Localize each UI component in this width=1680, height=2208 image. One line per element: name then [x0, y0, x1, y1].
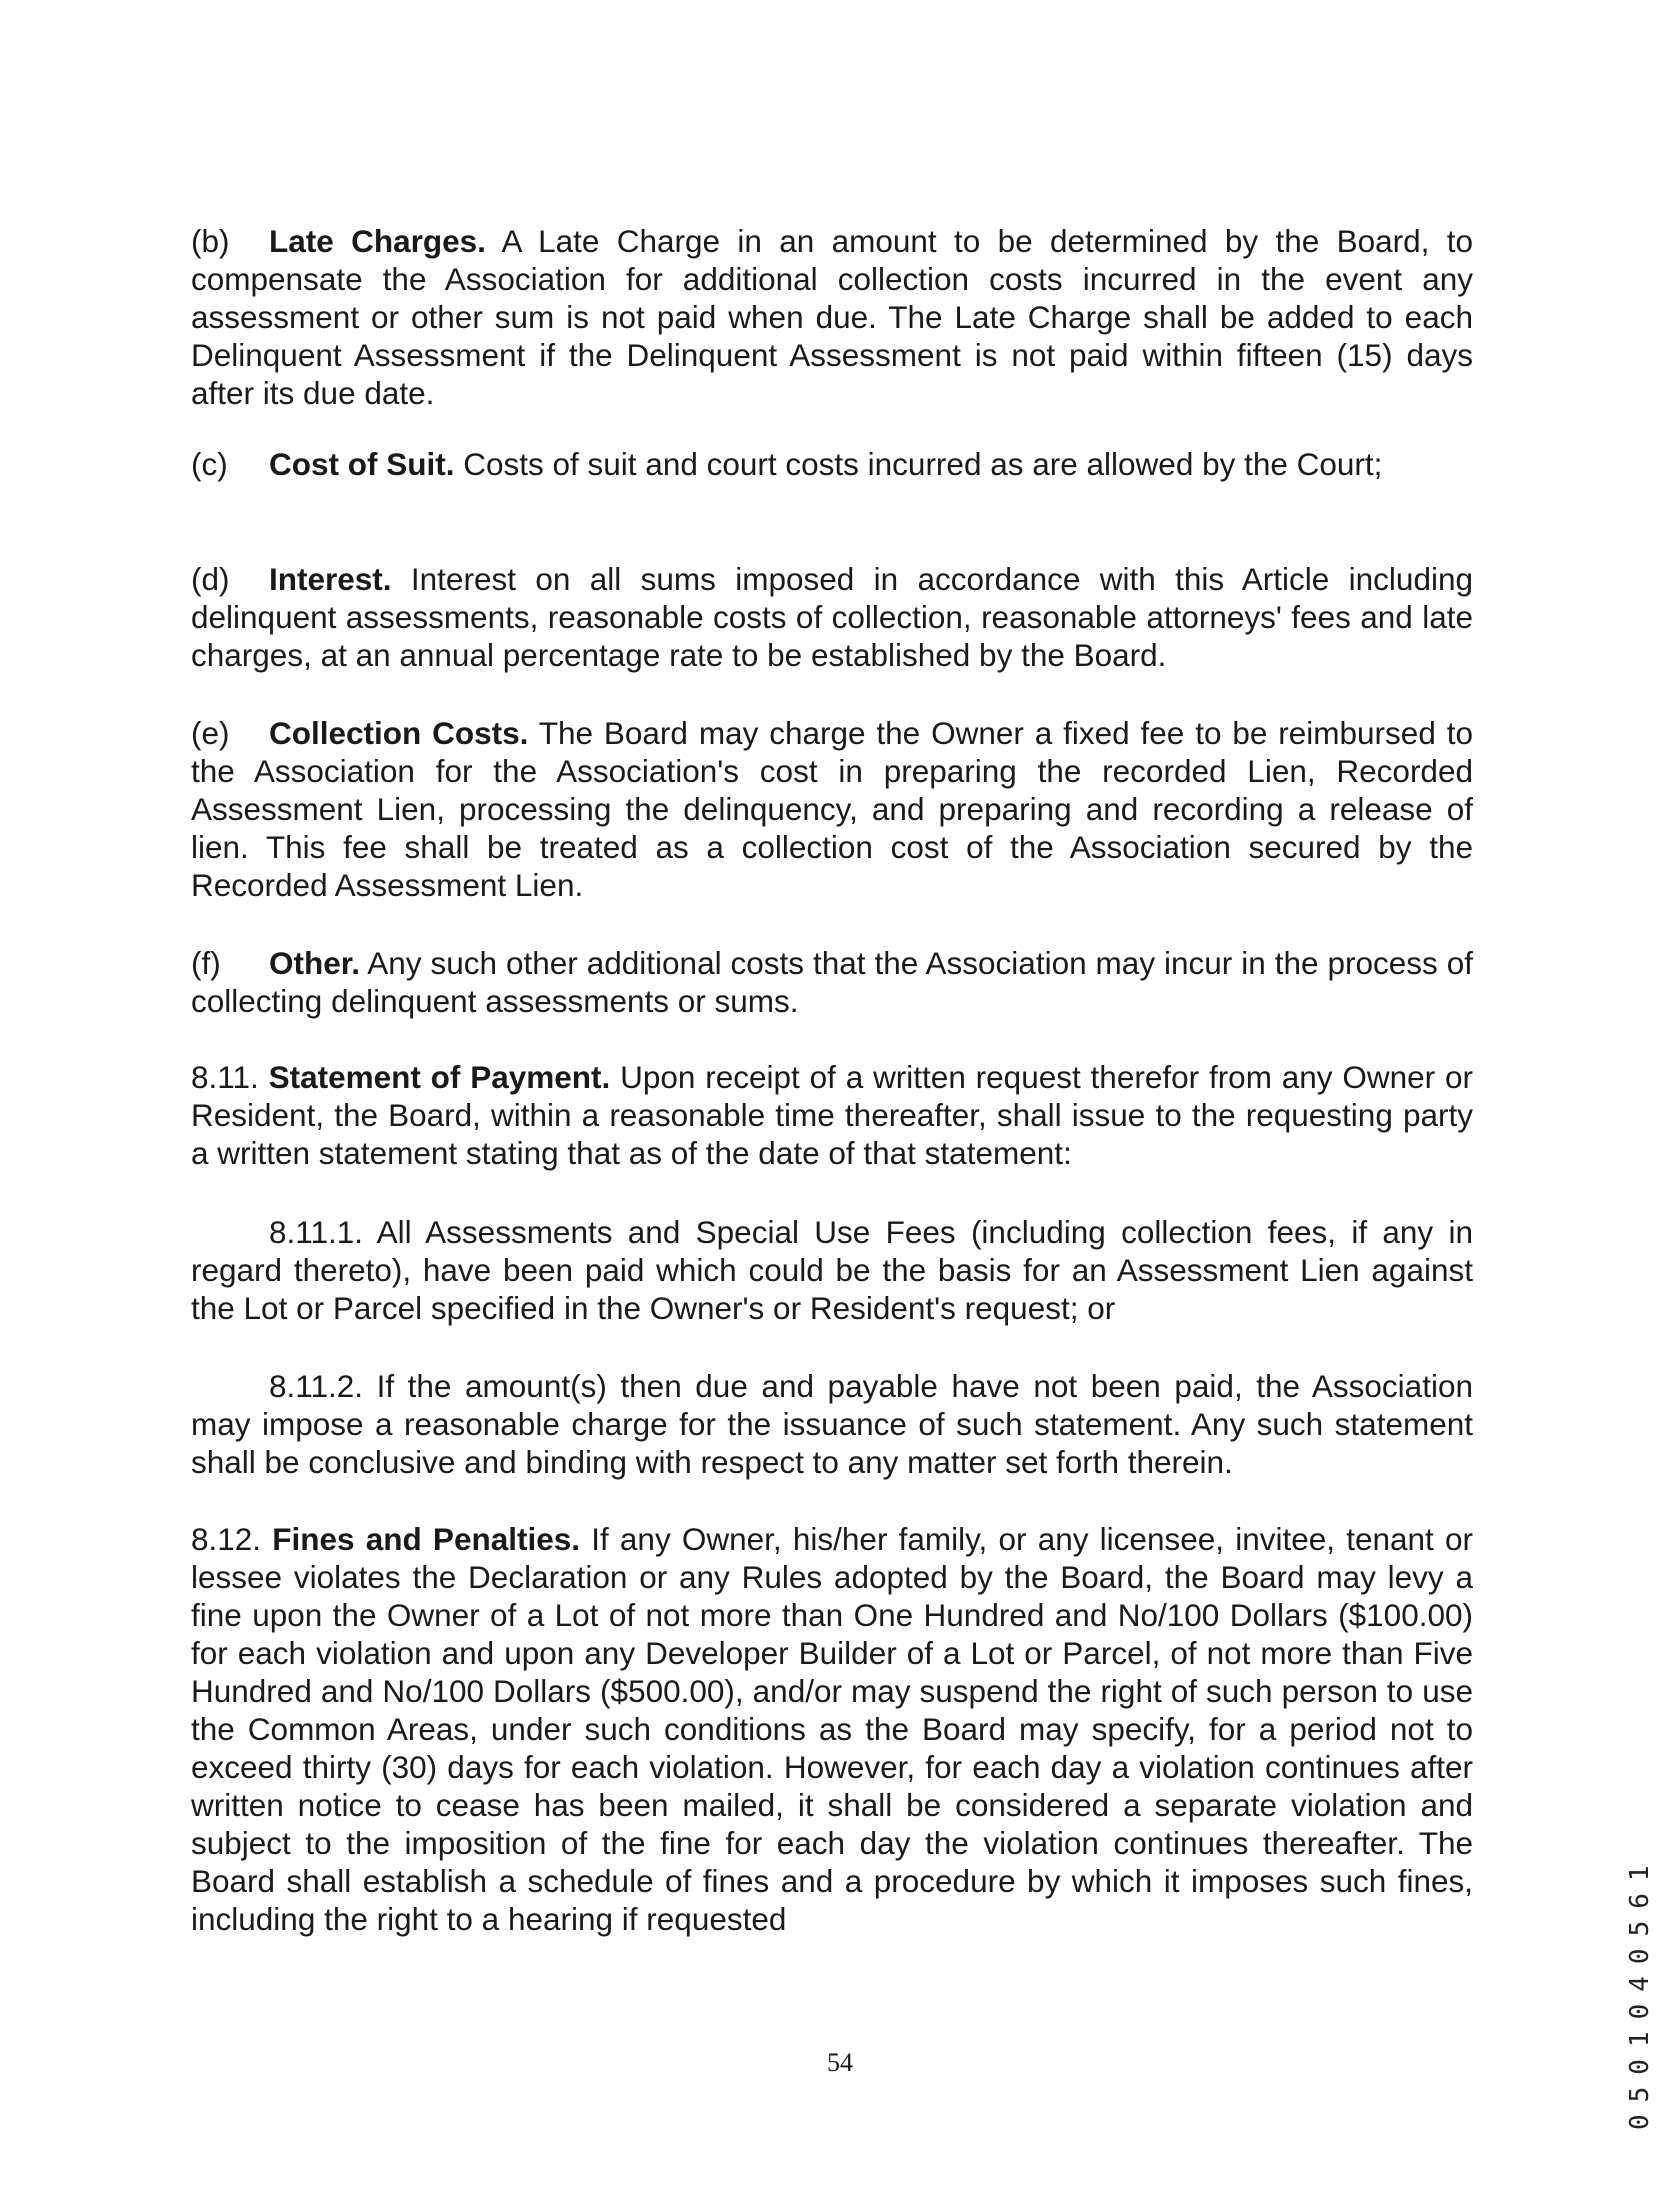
paragraph-other	[191, 944, 1473, 1020]
item-label: (e)	[191, 715, 230, 751]
section-number: 8.11.	[191, 1059, 269, 1095]
section-heading: Interest.	[269, 561, 392, 597]
section-8-11-statement-of-payment	[191, 1058, 1473, 1172]
item-label: (c)	[191, 446, 228, 482]
section-number: 8.11.2.	[269, 1368, 377, 1404]
paragraph-text: Upon receipt of a written request therefor from any Owner or Resident, the Board, within a reasonable time thereafter, shall issue to the requesting party a written statement stating that as of the date of that statement:	[191, 1059, 1473, 1171]
paragraph-text: If any Owner, his/her family, or any licensee, invitee, tenant or lessee violates the Declaration or any Rules adopted by the Board, the Board may levy a fine upon the Owner of a Lot of not more than One Hundred and No/100 Dollars ($100.00) for each violation and upon any Developer Builder of a Lot or Parcel, of not more than Five Hundred and No/100 Dollars ($500.00), and/or may suspend the right of such person to use the Common Areas, under such conditions as the Board may specify, for a period not to exceed thirty (30) days for each violation. However, for each day a violation continues after written notice to cease has been mailed, it shall be considered a separate violation and subject to the imposition of the fine for each day the violation continues thereafter. The Board shall establish a schedule of fines and a procedure by which it imposes such fines, including the right to a hearing if requested	[191, 1521, 1473, 1937]
section-heading: Statement of Payment.	[268, 1059, 611, 1095]
section-heading: Fines and Penalties.	[272, 1521, 581, 1557]
section-heading: Cost of Suit.	[269, 446, 455, 482]
paragraph-text: Costs of suit and court costs incurred as are allowed by the Court;	[454, 446, 1383, 482]
paragraph-late-charges	[191, 222, 1473, 412]
section-8-11-1	[191, 1213, 1473, 1327]
section-8-11-2	[191, 1367, 1473, 1481]
paragraph-interest	[191, 560, 1473, 674]
paragraph-text: All Assessments and Special Use Fees (including collection fees, if any in regard thereto), have been paid which could be the basis for an Assessment Lien against the Lot or Parcel specified in the Owner's or Resident's request; or	[191, 1214, 1473, 1326]
section-number: 8.12.	[191, 1521, 273, 1557]
section-number: 8.11.1.	[269, 1214, 377, 1250]
section-heading: Collection Costs.	[269, 715, 529, 751]
section-heading: Other.	[269, 945, 361, 981]
item-label: (d)	[191, 561, 230, 597]
recording-stamp: 0501040561	[1625, 1853, 1655, 2130]
paragraph-text: The Board may charge the Owner a fixed fee to be reimbursed to the Association for the Association's cost in preparing the recorded Lien, Recorded Assessment Lien, processing the delinquency, and preparing and recording a release of lien. This fee shall be treated as a collection cost of the Association secured by the Recorded Assessment Lien.	[191, 715, 1473, 903]
paragraph-text: Any such other additional costs that the Association may incur in the process of collecting delinquent assessments or sums.	[191, 945, 1473, 1019]
paragraph-cost-of-suit	[191, 445, 1473, 483]
item-label: (b)	[191, 223, 230, 259]
item-label: (f)	[191, 945, 221, 981]
paragraph-collection-costs	[191, 714, 1473, 904]
page-number: 54	[827, 2048, 853, 2077]
paragraph-text: A Late Charge in an amount to be determined by the Board, to compensate the Association for additional collection costs incurred in the event any assessment or other sum is not paid when due. The Late Charge shall be added to each Delinquent Assessment if the Delinquent Assessment is not paid within fifteen (15) days after its due date.	[191, 223, 1473, 411]
section-8-12-fines-and-penalties	[191, 1520, 1473, 1938]
paragraph-text: If the amount(s) then due and payable have not been paid, the Association may impose a reasonable charge for the issuance of such statement. Any such statement shall be conclusive and binding with respect to any matter set forth therein.	[191, 1368, 1473, 1480]
section-heading: Late Charges.	[269, 223, 486, 259]
paragraph-text: Interest on all sums imposed in accordance with this Article including delinquent assessments, reasonable costs of collection, reasonable attorneys' fees and late charges, at an annual percentage rate to be established by the Board.	[191, 561, 1473, 673]
